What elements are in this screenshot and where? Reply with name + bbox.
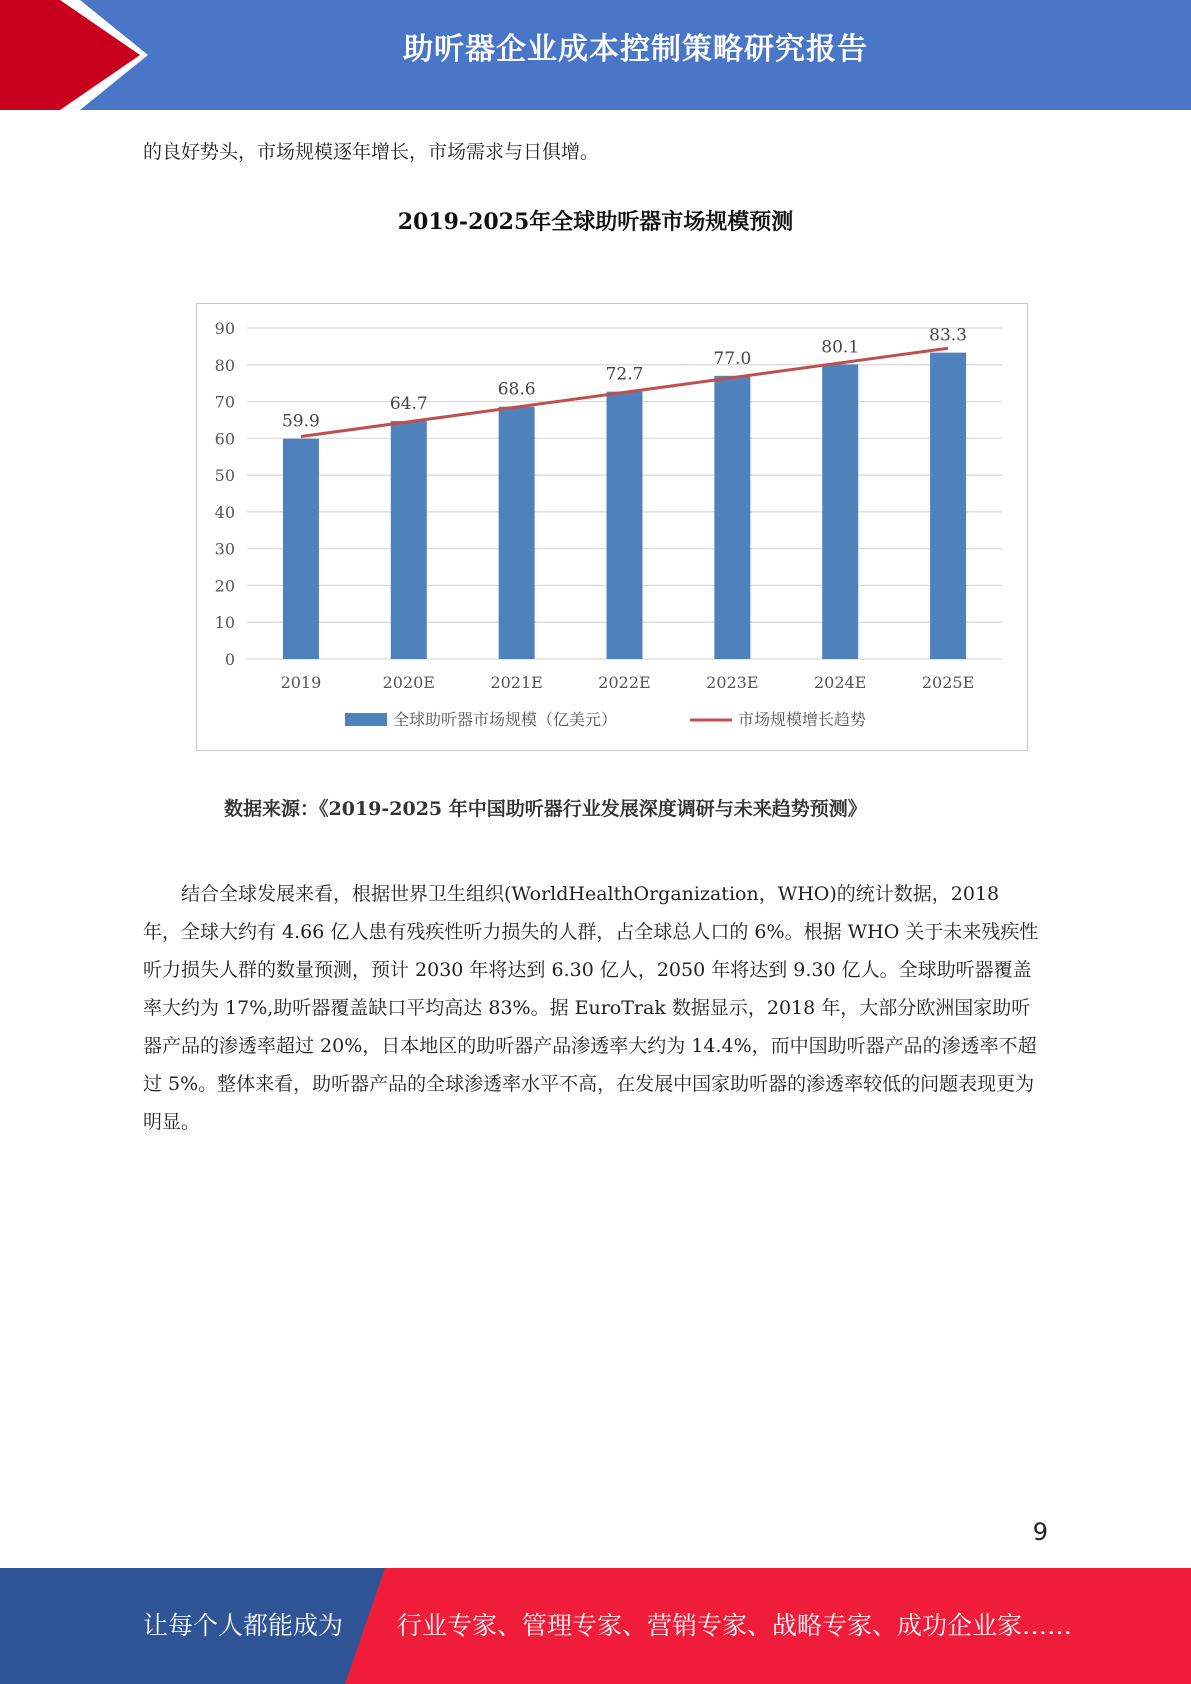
y-tick-label: 70	[214, 392, 235, 412]
data-label: 83.3	[929, 325, 968, 346]
bar	[283, 439, 319, 659]
footer-slogan-right: 行业专家、管理专家、营销专家、战略专家、成功企业家……	[397, 1611, 1073, 1640]
bar	[930, 353, 966, 659]
footer-band	[0, 1568, 1191, 1684]
y-tick-label: 60	[214, 429, 235, 449]
x-tick-label: 2022E	[598, 673, 651, 692]
x-tick-label: 2023E	[706, 673, 759, 692]
report-title: 助听器企业成本控制策略研究报告	[403, 32, 868, 67]
data-label: 59.9	[281, 411, 320, 432]
page-number: 9	[1032, 1518, 1048, 1546]
source-note: 数据来源：《2019-2025 年中国助听器行业发展深度调研与未来趋势预测》	[224, 798, 867, 820]
y-tick-label: 10	[214, 613, 235, 633]
y-tick-label: 80	[214, 355, 235, 375]
y-tick-label: 30	[214, 539, 235, 559]
data-label: 64.7	[389, 394, 428, 415]
legend-label-line: 市场规模增长趋势	[738, 710, 867, 729]
y-tick-label: 0	[224, 650, 235, 669]
x-tick-label: 2025E	[921, 673, 975, 692]
header-band	[0, 0, 1191, 110]
chart-title: 2019-2025年全球助听器市场规模预测	[397, 209, 794, 235]
footer-slogan-left: 让每个人都能成为	[143, 1611, 344, 1640]
x-tick-label: 2020E	[382, 673, 435, 692]
bar	[391, 421, 427, 659]
y-tick-label: 90	[214, 319, 235, 338]
bar	[607, 392, 643, 659]
intro-text: 的良好势头，市场规模逐年增长，市场需求与日俱增。	[143, 141, 600, 163]
bar	[714, 376, 750, 659]
y-tick-label: 20	[214, 576, 235, 596]
data-label: 72.7	[605, 364, 644, 385]
data-label: 77.0	[713, 348, 752, 369]
y-tick-label: 40	[214, 502, 235, 522]
legend-swatch-bar	[345, 713, 387, 726]
data-label: 80.1	[821, 337, 860, 358]
bar	[499, 407, 535, 659]
chart-frame	[196, 303, 1028, 751]
body-paragraph: 结合全球发展来看，根据世界卫生组织(WorldHealthOrganization，WHO)的统计数据，2018 年，全球大约有 4.66 亿人患有残疾性听力损失的人群，占全球总人口的 6%。根据 WHO 关于未来残疾性听力损失人群的数量预测，预计 2030 年将达到 6.30 亿人，2050 年将达到 9.30 亿人。全球助听器覆盖率大约为 17%,助听器覆盖缺口平均高达 83%。据 EuroTrak 数据显示，2018 年，大部分欧洲国家助听器产品的渗透率超过 20%，日本地区的助听器产品渗透率大约为 14.4%，而中国助听器产品的渗透率不超过 5%。整体来看，助听器产品的全球渗透率水平不高，在发展中国家助听器的渗透率较低的问题表现更为明显。	[143, 883, 1039, 1133]
data-label: 68.6	[497, 379, 536, 400]
bar-chart	[197, 304, 1027, 750]
y-tick-label: 50	[214, 466, 235, 486]
legend-label-bar: 全球助听器市场规模（亿美元）	[393, 710, 618, 729]
x-tick-label: 2019	[280, 673, 322, 692]
x-tick-label: 2024E	[814, 673, 867, 692]
bar	[822, 364, 858, 659]
x-tick-label: 2021E	[490, 673, 543, 692]
